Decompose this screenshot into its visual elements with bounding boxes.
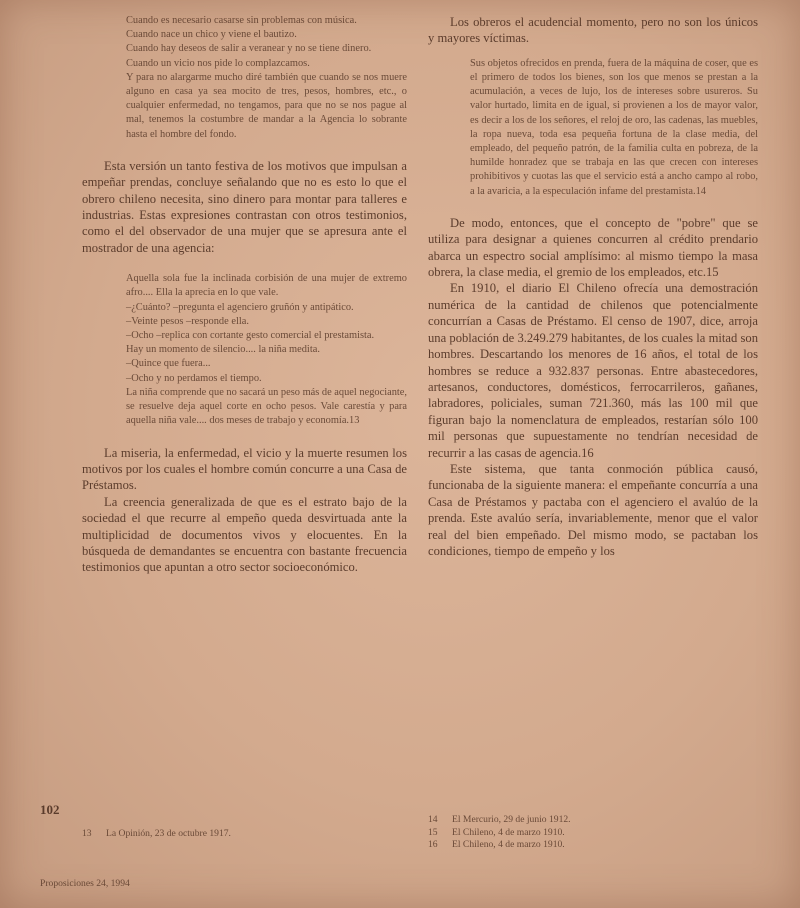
paragraph: En 1910, el diario El Chileno ofrecía una demostración numérica de la cantidad de chilenos que potencialmente concurrían a Casas de Préstamo. El censo de 1907, dice, arroja una población de 3.249.279 habitantes, de los cuales la mitad son hombres. Descartando los menores de 16 años, el total de los hombres se reduce a 932.837 personas. Entre abastecedores, artesanos, conductores, domésticos, ferrocarrileros, gañanes, labradores, policiales, suman 721.360, más las 100 mil que figuran bajo la nomenclatura de empleados, restarían sólo 100 mil personas que supuestamente no tendrían necesidad de recurrir a las casas de agencia.16	[428, 281, 758, 460]
paragraph: De modo, entonces, que el concepto de "pobre" que se utiliza para designar a quienes concurren al crédito prendario abarca un espectro social amplísimo: al mismo tiempo la masa obrera, la clase media, el gremio de los empleados, etc.15	[428, 215, 758, 280]
footnote-number: 16	[428, 839, 438, 851]
quote-block-2	[126, 272, 407, 428]
footnote-number: 14	[428, 814, 438, 825]
quote-line: –Ocho –replica con cortante gesto comercial el prestamista.	[126, 330, 375, 342]
quote-line: –Quince que fuera...	[126, 358, 211, 370]
paragraph: La miseria, la enfermedad, el vicio y la muerte resumen los motivos por los cuales el hombre común concurre a una Casa de Préstamos.	[82, 445, 407, 493]
footnote-number: 15	[428, 826, 438, 838]
quote-line: Cuando es necesario casarse sin problemas con música.	[126, 15, 357, 26]
quote-line: Aquella sola fue la inclinada corbisión de una mujer de extremo afro.... Ella la aprecia en lo que vale.	[126, 273, 407, 299]
footnote-text: La Opinión, 23 de octubre 1917.	[106, 828, 231, 839]
quote-text: Sus objetos ofrecidos en prenda, fuera de la máquina de coser, que es el primero de todos los bienes, son los que menos se prestan a la acumulación, a veces de lujo, los de intereses sobre usureros. Su valor hurtado, limita en de igual, si provienen a los de mayor valor, es decir a los de los señores, el reloj de oro, las cadenas, las muebles, la ropa nueva, toda esa pequeña fortuna de la clase media, del empleado, del pequeño patrón, de la familia culta en pobreza, de la humilde honradez que se trabaja en las que crecen con intereses prohibitivos y cuotas las que el servicio está a ancho campo al robo, a la avaricia, a la especulación infame del prestamista.14	[470, 57, 758, 197]
paragraph: Los obreros el acudencial momento, pero no son los únicos y mayores víctimas.	[428, 15, 758, 46]
footnote	[82, 828, 382, 841]
right-column	[428, 14, 758, 559]
quote-line: La niña comprende que no sacará un peso más de aquel negociante, se resuelve deja aquel corte en ocho pesos. Vale carestía y para aquella niña vale.... dos meses de trabajo y economía.13	[126, 386, 408, 427]
quote-line: Cuando un vicio nos pide lo complazcamos.	[126, 57, 310, 69]
footnote-text: El Chileno, 4 de marzo 1910.	[452, 839, 565, 851]
quote-line: Cuando hay deseos de salir a veranear y no se tiene dinero.	[126, 43, 372, 55]
left-column	[82, 14, 407, 576]
quote-block-1	[126, 14, 407, 142]
quote-line: –¿Cuánto? –pregunta el agenciero gruñón y antipático.	[126, 301, 354, 313]
page-number: 102	[40, 802, 60, 817]
paragraph: Este sistema, que tanta conmoción pública causó, funcionaba de la siguiente manera: el empeñante concurría a una Casa de Préstamos y pactaba con el agenciero el avalúo de la prenda. Este avalúo sería, invariablemente, menor que el valor real del bien empeñado. Del mismo modo, se pactaban los condiciones, tiempo de empeño y los	[428, 461, 758, 558]
footnotes-right	[428, 814, 728, 852]
quote-line: Y para no alargarme mucho diré también que cuando se nos muere alguno en casa ya sea mocito de tres, pesos, hombres, etc., o cualquier enfermedad, no tengamos, para que no se nos pague al mal, tenemos la costumbre de mandar a la Agencia lo sobrante hasta el hombre del fondo.	[126, 71, 407, 140]
footnote-text: El Mercurio, 29 de junio 1912.	[452, 814, 571, 825]
quote-line: Cuando nace un chico y viene el bautizo.	[126, 29, 297, 41]
source-line: Proposiciones 24, 1994	[40, 878, 130, 889]
quote-line: –Veinte pesos –responde ella.	[126, 315, 249, 327]
footnote	[428, 827, 728, 840]
footnote-number: 13	[82, 828, 92, 839]
paragraph: Esta versión un tanto festiva de los motivos que impulsan a empeñar prendas, concluye señalando que no es esto lo que el obrero chileno necesita, sino dinero para montar para talleres e industrias. Estas expresiones contrastan con otros testimonios, como el del observador de una mujer que se apresura ante el mostrador de una agencia:	[82, 158, 407, 255]
footnote	[428, 814, 728, 827]
quote-line: –Ocho y no perdamos el tiempo.	[126, 372, 262, 384]
quote-block-3	[470, 57, 758, 199]
footnote	[428, 839, 728, 852]
footnotes-left	[82, 828, 382, 841]
footnote-text: El Chileno, 4 de marzo 1910.	[452, 826, 565, 838]
quote-line: Hay un momento de silencio.... la niña medita.	[126, 344, 320, 356]
paragraph: La creencia generalizada de que es el estrato bajo de la sociedad el que recurre al empeño queda desvirtuada ante la multiplicidad de documentos vivos y elocuentes. En la búsqueda de demandantes se encuentra con bastante frecuencia testimonios que apuntan a otro sector socioeconómico.	[82, 494, 407, 575]
